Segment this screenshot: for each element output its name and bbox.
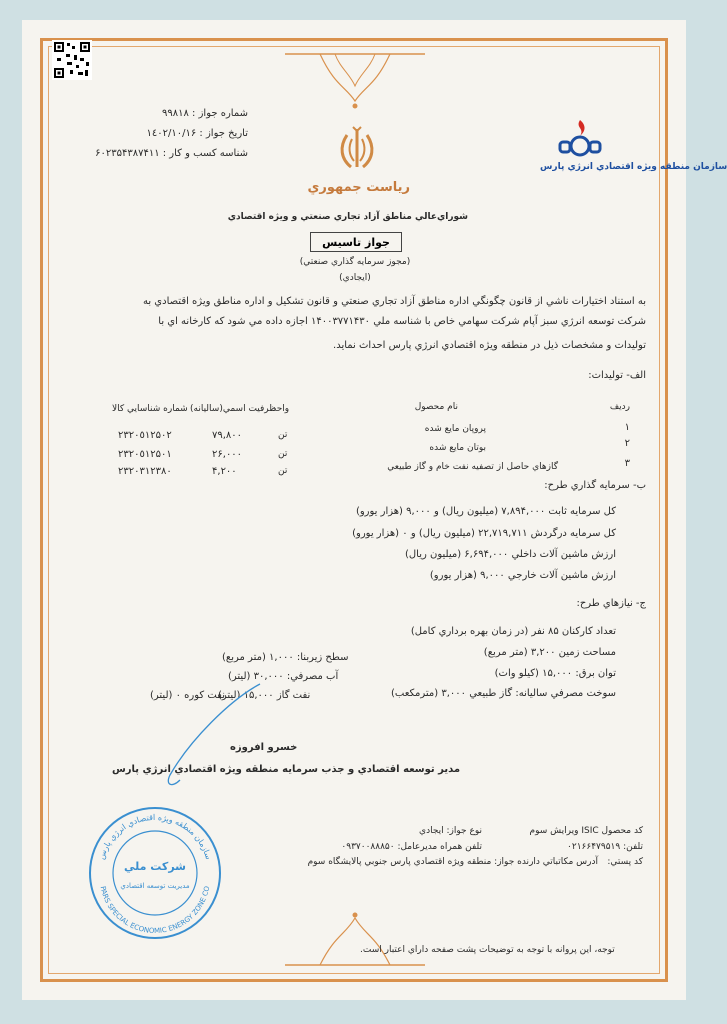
investment-heading: ب- سرمايه گذاري طرح: (544, 480, 646, 491)
org-logo-icon (555, 118, 605, 158)
footer-isic: كد محصول ISIC ويرايش سوم (529, 826, 643, 836)
needs-staff: تعداد كاركنان ٨۵ نفر (در زمان بهره برداري كامل) (410, 626, 616, 637)
table-row-3-name: گازهاي حاصل از تصفيه نفت خام و گاز طبيعي (387, 462, 558, 472)
bottom-ornament (280, 910, 430, 970)
permit-title: جواز تاسيس (310, 232, 402, 252)
signer-title: مدير توسعه اقتصادي و جذب سرمايه منطقه ويژه اقتصادي انرژي پارس (112, 764, 461, 775)
intro-line-1: به استناد اختيارات ناشي از قانون چگونگي اداره مناطق آزاد تجاري صنعتي و قانون تشكيل و اداره مناطق ويژه اقتصادي به (142, 296, 646, 307)
intro-line-2: شركت توسعه انرژي سبز آپام شركت سهامي خاص با شناسه ملي ١۴٠٠٣٧٧١۴٣٠ اجازه داده مي شود كه كارخانه اي با (158, 316, 646, 327)
table-row-3-isic: ٢٣٢٠٣١٢٣٨٠ (118, 466, 172, 477)
needs-diesel: نفت گاز ١۵,٠٠٠ (ليتر) (218, 690, 311, 701)
table-row-2-capacity: ٢۶,٠٠٠ (212, 449, 243, 460)
investment-fixed: كل سرمايه ثابت ٧,٨٩۴,٠٠٠ (ميليون ريال) و ٩,٠٠٠ (هزار يورو) (355, 506, 616, 517)
table-row-2-name: بوتان مايع شده (429, 443, 486, 453)
stamp-bottom-text: PARS SPECIAL ECONOMIC ENERGY ZONE CO (98, 885, 212, 936)
table-row-3-capacity: ۴,٢٠٠ (212, 466, 237, 477)
footer-phone: تلفن: ٠٢١۶۶۴٧٩۵١٩ (567, 842, 643, 852)
logo-org-name: سازمان منطقه ويژه اقتصادي انرژي پارس (540, 162, 727, 172)
stamp-center-text: شركت ملي (124, 860, 186, 873)
table-row-1-index: ١ (624, 422, 630, 433)
col-name: نام محصول (414, 402, 458, 412)
table-row-2-unit: تن (278, 449, 288, 459)
footer-license-type: نوع جواز: ايجادي (419, 826, 482, 836)
presidency-title: رياست جمهوري (307, 180, 410, 195)
investment-domestic: ارزش ماشين آلات داخلي ۶,۶٩۴,٠٠٠ (ميليون ريال) (405, 549, 616, 560)
needs-power: توان برق: ١۵,٠٠٠ (كيلو وات) (494, 668, 616, 679)
table-row-2-index: ٢ (624, 438, 630, 449)
col-unit: واحد (272, 404, 290, 414)
permit-type: (ايجادي) (339, 273, 371, 283)
table-row-3-unit: تن (278, 466, 288, 476)
table-row-2-isic: ٢٣٢٠٥١٢۵٠١ (118, 449, 172, 460)
stamp-sub-text: مديريت توسعه اقتصادي (120, 882, 190, 890)
footer-address: آدرس مكاتباتي دارنده جواز: منطقه ويژه اقتصادي پارس جنوبي پالايشگاه سوم (307, 857, 598, 867)
investment-working: كل سرمايه درگردش ٢٢,٧١٩,٧١١ (ميليون ريال) و ٠ (هزار يورو) (352, 528, 616, 539)
council-name: شوراي‌عالي مناطق آزاد تجاري صنعتي و ويژه اقتصادي (227, 212, 468, 222)
col-capacity: ظرفيت اسمي(سالیانه) (190, 404, 277, 414)
signature-stroke (150, 680, 270, 800)
table-row-1-unit: تن (278, 430, 288, 440)
needs-heading: ج- نيازهاي طرح: (576, 598, 646, 609)
top-ornament (280, 46, 430, 116)
qr-code (52, 40, 92, 80)
license-date: تاريخ جواز : ١٤٠٢/١٠/١۶ (146, 128, 248, 139)
needs-floor-area: سطح زيربنا: ١,٠٠٠ (متر مربع) (222, 652, 349, 663)
needs-water: آب مصرفي: ٣٠,٠٠٠ (ليتر) (228, 671, 339, 682)
table-row-1-isic: ٢٣٢٠٥١٢۵٠٢ (118, 430, 172, 441)
business-id: شناسه كسب و كار : ۶٠٢٣۵۴٣٨٧۴١١ (95, 148, 248, 159)
license-number: شماره جواز : ٩٩٨١٨ (162, 108, 248, 119)
products-heading: الف- توليدات: (588, 370, 646, 381)
permit-subtitle: (مجوز سرمايه گذاري صنعتي) (299, 257, 411, 267)
svg-text:سازمان منطقه ويژه اقتصادي انرژ (97, 813, 213, 861)
needs-fuel-oil: نفت كوره ٠ (ليتر) (150, 690, 225, 701)
table-row-1-name: پروپان مايع شده (424, 424, 486, 434)
table-row-3-index: ٣ (624, 458, 630, 469)
stamp-top-text: سازمان منطقه ويژه اقتصادي انرژي پارس (96, 812, 214, 861)
footer-mobile: تلفن همراه مديرعامل: ٠٩٣٧٠٠٨٨٨۵٠ (341, 842, 482, 852)
iran-emblem-icon (335, 125, 379, 175)
official-stamp (80, 798, 230, 948)
needs-fuel: سوخت مصرفي ساليانه: گاز طبيعي ٣,٠٠٠ (مترمكعب) (390, 688, 616, 699)
signer-name: خسرو افروزه (230, 742, 298, 753)
needs-land: مساحت زمين ٣,٢٠٠ (متر مربع) (483, 647, 616, 658)
footer-postal: كد پستي: (607, 857, 643, 867)
footer-note: توجه، اين پروانه با توجه به توضيحات پشت صفحه داراي اعتبار است. (360, 945, 615, 955)
col-row: رديف (609, 402, 630, 412)
col-isic: شماره شناسايي كالا (112, 404, 188, 414)
intro-line-3: توليدات و مشخصات ذيل در منطقه ويژه اقتصادي انرژي پارس احداث نمايد. (333, 340, 646, 351)
table-row-1-capacity: ٧٩,٨٠٠ (212, 430, 243, 441)
svg-text:PARS SPECIAL ECONOMIC ENERGY Z (99, 885, 212, 935)
investment-foreign: ارزش ماشين آلات خارجي ٩,٠٠٠ (هزار يورو) (429, 570, 616, 581)
